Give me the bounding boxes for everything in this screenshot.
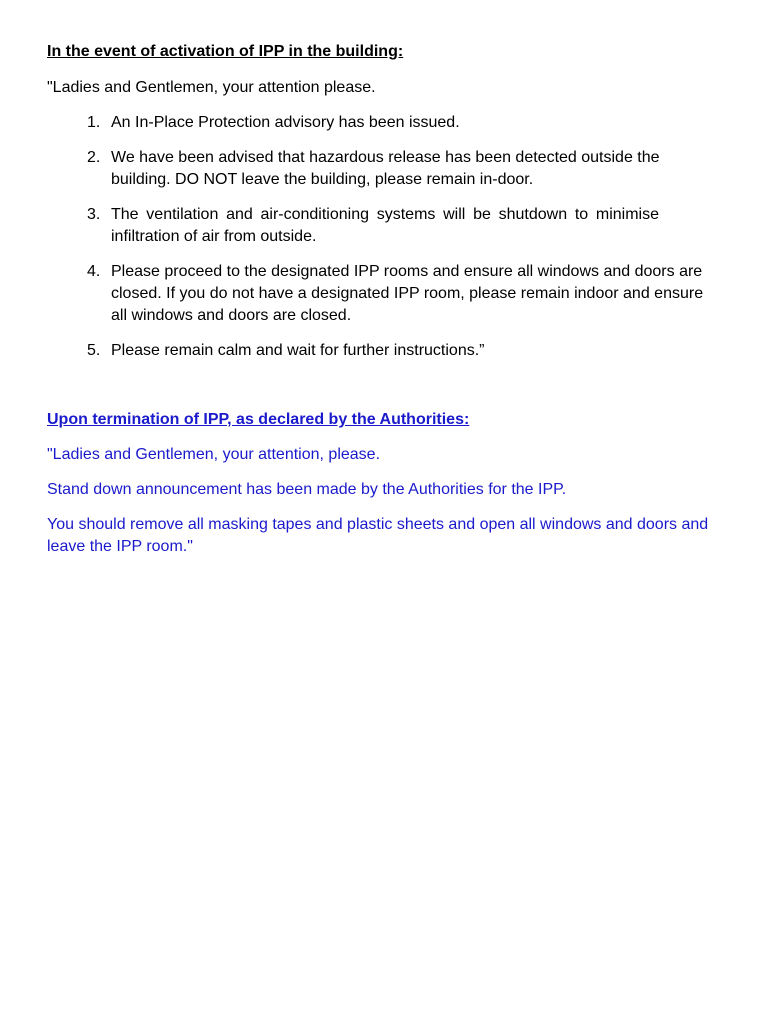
list-item-number: 4.	[87, 263, 101, 280]
list-item-text: We have been advised that hazardous release has been detected outside the building. DO NOT leave the building, please remain in-door.	[111, 149, 660, 188]
section2-heading: Upon termination of IPP, as declared by the Authorities:	[47, 411, 470, 428]
list-item-text: The ventilation and air-conditioning systems will be shutdown to minimise infiltration of air from outside.	[111, 206, 659, 245]
list-item-number: 3.	[87, 206, 101, 223]
list-item-text: Please remain calm and wait for further instructions.”	[111, 342, 485, 359]
list-item-text: Please proceed to the designated IPP rooms and ensure all windows and doors are closed. If you do not have a designated IPP room, please remain indoor and ensure all windows and doors are closed.	[111, 263, 704, 324]
list-item-number: 1.	[87, 114, 101, 131]
list-item-text: An In-Place Protection advisory has been issued.	[111, 114, 460, 131]
section1-intro: "Ladies and Gentlemen, your attention please.	[47, 79, 376, 96]
list-item-number: 2.	[87, 149, 101, 166]
section1-heading: In the event of activation of IPP in the building:	[47, 43, 404, 60]
section2-paragraph: Stand down announcement has been made by the Authorities for the IPP.	[47, 481, 567, 498]
section2-paragraph: You should remove all masking tapes and plastic sheets and open all windows and doors and leave the IPP room."	[47, 516, 709, 555]
section2-paragraph: "Ladies and Gentlemen, your attention, please.	[47, 446, 381, 463]
list-item-number: 5.	[87, 342, 101, 359]
